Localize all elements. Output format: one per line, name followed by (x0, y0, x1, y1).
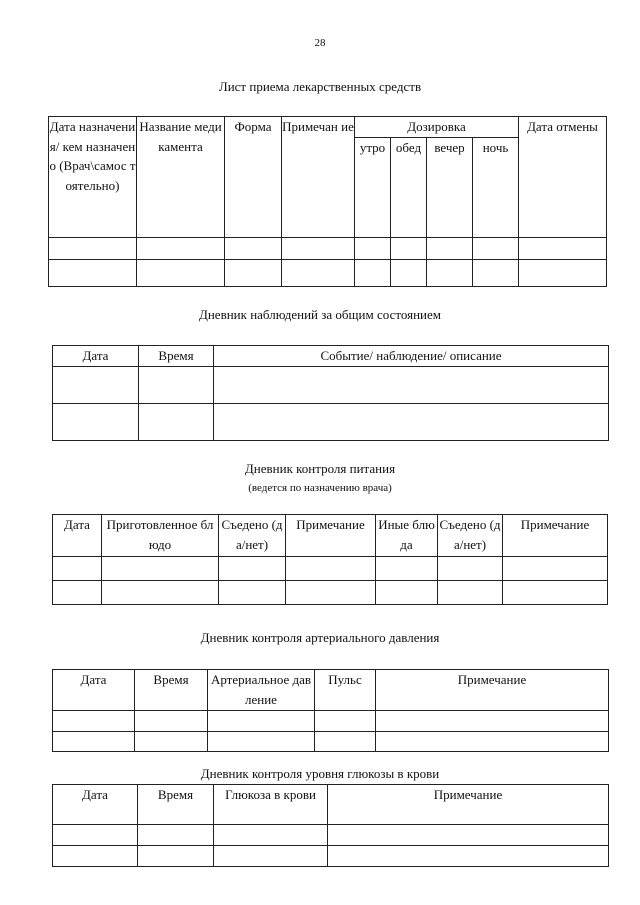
observations-table (52, 345, 609, 441)
cell[interactable] (53, 846, 138, 867)
cell[interactable] (376, 732, 609, 752)
table-row (53, 404, 609, 441)
cell[interactable] (391, 237, 427, 259)
cell[interactable] (214, 404, 609, 441)
nutrition-title: Дневник контроля питания (244, 461, 396, 476)
cell[interactable] (282, 237, 355, 259)
cell[interactable] (139, 404, 214, 441)
cell[interactable] (427, 237, 473, 259)
cell[interactable] (214, 846, 328, 867)
table-row (53, 846, 609, 867)
header-eaten-other: Съедено (да/нет) (438, 515, 503, 557)
cell[interactable] (328, 825, 609, 846)
cell[interactable] (139, 367, 214, 404)
medication-table (48, 116, 607, 287)
table-row (53, 557, 608, 581)
cell[interactable] (53, 711, 135, 732)
cell[interactable] (282, 259, 355, 286)
cell[interactable] (225, 237, 282, 259)
page-number: 28 (314, 37, 326, 49)
header-note: Примечан ие (282, 117, 355, 238)
cell[interactable] (328, 846, 609, 867)
nutrition-table (52, 514, 608, 605)
header-evening: вечер (427, 137, 473, 237)
cell[interactable] (53, 581, 102, 605)
cell[interactable] (391, 259, 427, 286)
cell[interactable] (219, 581, 286, 605)
header-lunch: обед (391, 137, 427, 237)
cell[interactable] (214, 825, 328, 846)
observations-title: Дневник наблюдений за общим состоянием (198, 307, 441, 322)
cell[interactable] (376, 711, 609, 732)
header-note: Примечание (376, 670, 609, 711)
cell[interactable] (438, 581, 503, 605)
header-date: Дата (53, 670, 135, 711)
table-row (49, 259, 607, 286)
cell[interactable] (137, 259, 225, 286)
table-row (53, 732, 609, 752)
table-row (53, 367, 609, 404)
cell[interactable] (53, 732, 135, 752)
cell[interactable] (53, 404, 139, 441)
cell[interactable] (286, 557, 376, 581)
cell[interactable] (208, 732, 315, 752)
nutrition-subtitle: (ведется по назначению врача) (248, 482, 392, 494)
header-blood-pressure: Артериальное давление (208, 670, 315, 711)
cell[interactable] (49, 237, 137, 259)
header-date: Дата (53, 515, 102, 557)
header-event: Событие/ наблюдение/ описание (214, 346, 609, 367)
medication-title: Лист приема лекарственных средств (218, 79, 422, 94)
cell[interactable] (355, 237, 391, 259)
cell[interactable] (473, 237, 519, 259)
cell[interactable] (503, 557, 608, 581)
header-date: Дата (53, 346, 139, 367)
cell[interactable] (219, 557, 286, 581)
header-date: Дата (53, 785, 138, 825)
cell[interactable] (427, 259, 473, 286)
header-eaten: Съедено (да/нет) (219, 515, 286, 557)
header-note-other: Примечание (503, 515, 608, 557)
cell[interactable] (135, 711, 208, 732)
header-time: Время (138, 785, 214, 825)
header-dosage: Дозировка (355, 117, 519, 138)
cell[interactable] (315, 732, 376, 752)
header-note: Примечание (286, 515, 376, 557)
table-row (53, 825, 609, 846)
cell[interactable] (214, 367, 609, 404)
cell[interactable] (138, 846, 214, 867)
header-medication-name: Название медикамента (137, 117, 225, 238)
header-time: Время (135, 670, 208, 711)
header-date-assigned: Дата назначения/ кем назначено (Врач\самос тоятельно) (49, 117, 137, 238)
cell[interactable] (315, 711, 376, 732)
header-morning: утро (355, 137, 391, 237)
header-time: Время (139, 346, 214, 367)
cell[interactable] (355, 259, 391, 286)
cell[interactable] (438, 557, 503, 581)
header-pulse: Пульс (315, 670, 376, 711)
cell[interactable] (138, 825, 214, 846)
cell[interactable] (225, 259, 282, 286)
header-other-dishes: Иные блюда (376, 515, 438, 557)
table-row (49, 237, 607, 259)
header-form: Форма (225, 117, 282, 238)
pressure-title: Дневник контроля артериального давления (200, 630, 440, 645)
header-cancel-date: Дата отмены (519, 117, 607, 238)
cell[interactable] (208, 711, 315, 732)
table-row (53, 581, 608, 605)
cell[interactable] (49, 259, 137, 286)
cell[interactable] (102, 581, 219, 605)
cell[interactable] (53, 367, 139, 404)
header-note: Примечание (328, 785, 609, 825)
cell[interactable] (376, 581, 438, 605)
glucose-table (52, 784, 609, 867)
cell[interactable] (376, 557, 438, 581)
pressure-table (52, 669, 609, 752)
cell[interactable] (519, 237, 607, 259)
cell[interactable] (102, 557, 219, 581)
header-night: ночь (473, 137, 519, 237)
table-row (53, 711, 609, 732)
cell[interactable] (473, 259, 519, 286)
glucose-title: Дневник контроля уровня глюкозы в крови (200, 766, 440, 781)
header-prepared-dish: Приготовленное блюдо (102, 515, 219, 557)
cell[interactable] (53, 557, 102, 581)
cell[interactable] (53, 825, 138, 846)
cell[interactable] (503, 581, 608, 605)
cell[interactable] (286, 581, 376, 605)
cell[interactable] (519, 259, 607, 286)
cell[interactable] (137, 237, 225, 259)
cell[interactable] (135, 732, 208, 752)
header-glucose: Глюкоза в крови (214, 785, 328, 825)
